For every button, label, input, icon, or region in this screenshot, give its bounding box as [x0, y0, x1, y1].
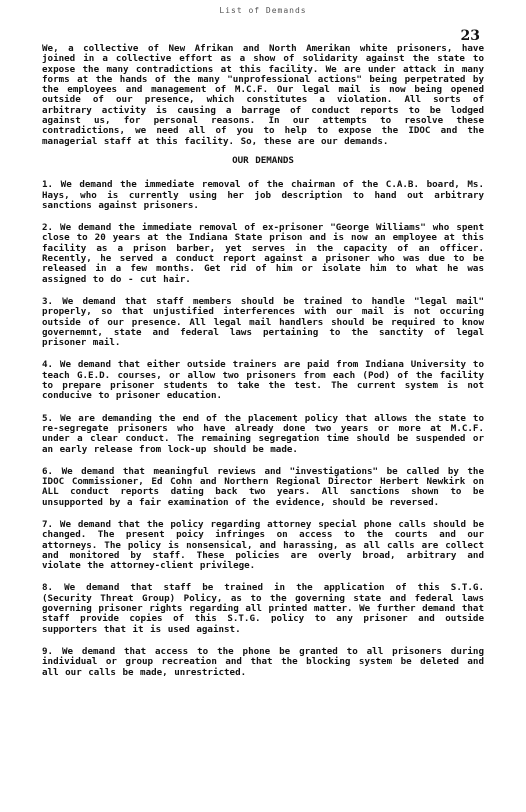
page-number: 23	[460, 28, 480, 44]
intro-paragraph: We, a collective of New Afrikan and North Amerikan white prisoners, have joined in a collective effort as a show of solidarity against the state to expose the many contradictions at this facility. We are under attack in many forms at the hands of the many "unprofessional actions" being perpetrated by the employees and management of M.C.F. Our legal mail is now being opened outside of our presence, which constitutes a violation. All sorts of arbitrary activity is causing a barrage of conduct reports to be lodged against us, for personal reasons. In our attempts to resolve these contradictions, we need all of you to help to expose the IDOC and the managerial staff at this facility. So, these are our demands.	[42, 43, 484, 147]
demand-9: 9. We demand that access to the phone be granted to all prisoners during individual or group recreation and that the blocking system be deleted and all our calls be made, unrestricted.	[42, 645, 484, 678]
demand-8: 8. We demand that staff be trained in the application of this S.T.G. (Security Threat Group) Policy, as to the governing state and federal laws governing prisoner rights regarding all printed matter. We further demand that staff provide copies of this S.T.G. policy to any prisoner and outside supporters that it is used against.	[42, 582, 484, 635]
demand-7: 7. We demand that the policy regarding attorney special phone calls should be changed. The present poicy infringes on access to the courts and our attorneys. The policy is nonsensical, and harassing, as all calls are collect and monitored by staff. These policies are overly broad, arbitrary and violate the attorney-client privilege.	[42, 518, 484, 572]
demand-2: 2. We demand the immediate removal of ex-prisoner "George Williams" who spent close to 20 years at the Indiana State prison and is now an employee at this facility as a prison barber, yet serves in the capacity of an officer. Recently, he served a conduct report against a prisoner who was due to be released in a few months. Get rid of him or isolate him to what he was assigned to do - cut hair.	[42, 222, 484, 285]
demand-4: 4. We demand that either outside trainers are paid from Indiana University to teach G.E.D. courses, or allow two prisoners from each (Pod) of the facility to prepare prisoner students to take the test. The current system is not conducive to prisoner education.	[42, 359, 484, 402]
page-header: List of Demands	[219, 6, 307, 15]
demand-6: 6. We demand that meaningful reviews and "investigations" be called by the IDOC Commissioner, Ed Cohn and Northern Regional Director Herbert Newkirk on ALL conduct reports dating back two years. All sanctions shown to be unsupported by a fair examination of the evidence, should be reversed.	[42, 465, 484, 508]
demand-3: 3. We demand that staff members should be trained to handle "legal mail" properly, so that unjustified interferences with our mail is not occuring outside of our presence. All legal mail handlers should be required to know governemnt, state and federal laws pertaining to the sanctity of legal prisoner mail.	[42, 295, 484, 349]
demand-1: 1. We demand the immediate removal of the chairman of the C.A.B. board, Ms. Hays, who is currently using her job description to hand out arbitrary sanctions against prisoners.	[42, 179, 484, 211]
document-body	[42, 44, 484, 690]
section-title: OUR DEMANDS	[232, 154, 294, 166]
demand-5: 5. We are demanding the end of the placement policy that allows the state to re-segregate prisoners who have already done two years or more at M.C.F. under a clear conduct. The remaining segregation time should be suspended or an early release from lock-up should be made.	[42, 412, 484, 455]
